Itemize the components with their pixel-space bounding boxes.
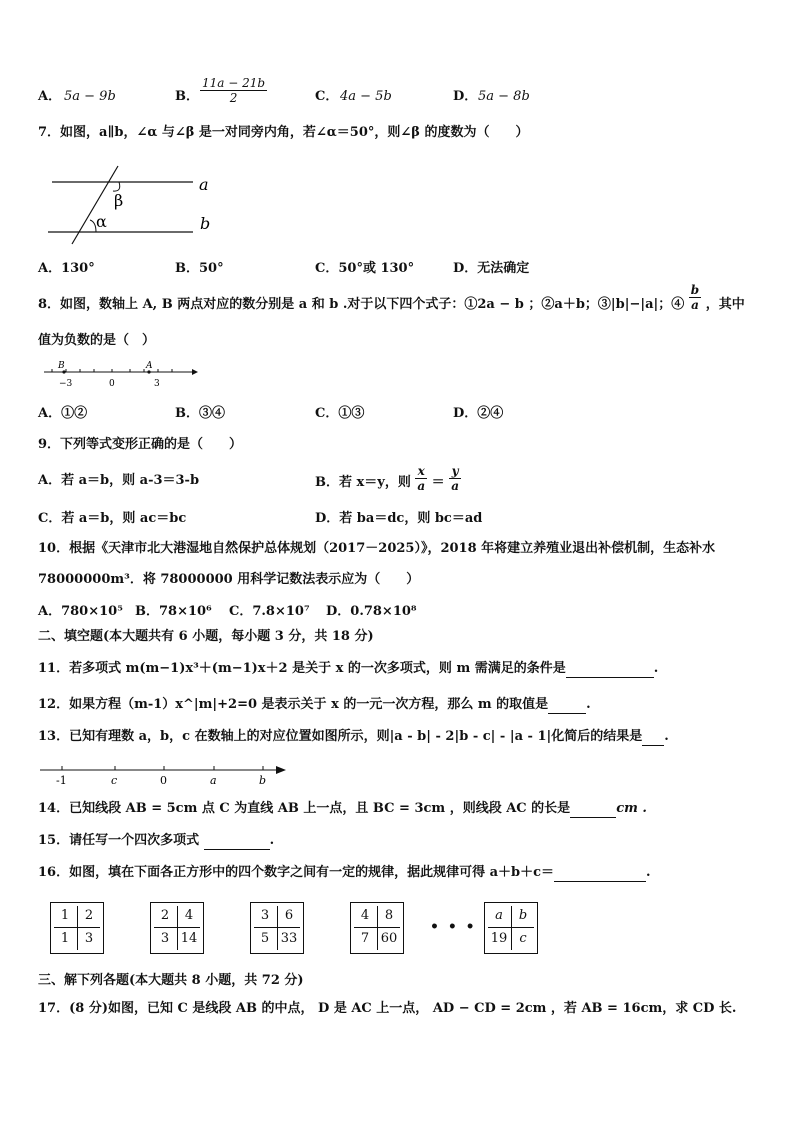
q16-square-4	[350, 902, 404, 954]
q16-square-4-cell-4: 60	[380, 931, 398, 946]
q12-question: 12．如果方程（m-1）x^|m|+2=0 是表示关于 x 的一元一次方程，那么 m 的取值是 .	[38, 697, 591, 712]
q16-square-5-cell-1: a	[495, 908, 503, 923]
q13-tick-minus1: -1	[56, 774, 67, 787]
q7-option-d: D．无法确定	[453, 261, 530, 276]
q16-square-2-cell-4: 14	[180, 931, 198, 946]
q9-option-b: B．若 x＝y，则 $\frac{x}{a}$ ＝ $\frac{y}{a}$	[315, 464, 459, 493]
q7-option-b: B．50°	[175, 261, 224, 276]
q16-square-1-cell-4: 3	[84, 931, 94, 946]
q6-option-b: $\frac{11a - 21b}{2}$	[202, 76, 266, 105]
q16-square-5-cell-3: 19	[490, 931, 508, 946]
q14-question: 14．已知线段 AB = 5cm 点 C 为直线 AB 上一点，且 BC = 3cm ，则线段 AC 的长是 cm .	[38, 801, 647, 816]
q16-square-5-cell-2: b	[518, 908, 528, 923]
q8-tick-3: 3	[154, 379, 160, 389]
q6-option-c: 4a − 5b	[340, 89, 392, 104]
q16-square-4-cell-2: 8	[384, 908, 394, 923]
q16-square-1	[50, 902, 104, 954]
q10-question-line1: 10．根据《天津市北大港湿地自然保护总体规划（2017－2025）》，2018 年将建立养殖业退出补偿机制，生态补水	[38, 541, 716, 556]
q7-line-b-label: b	[200, 214, 211, 233]
q11-question: 11．若多项式 m(m−1)x³＋(m−1)x＋2 是关于 x 的一次多项式，则 m 需满足的条件是 .	[38, 661, 659, 676]
q8-tick-minus3: −3	[59, 379, 73, 389]
q6-option-a: 5a − 9b	[64, 89, 116, 104]
q8-option-a: A．①②	[38, 406, 88, 421]
q16-ellipsis: • • •	[430, 919, 477, 935]
q16-square-2-cell-2: 4	[184, 908, 194, 923]
q7-question: 7．如图，a∥b，∠α 与∠β 是一对同旁内角，若∠α＝50°，则∠β 的度数为（ ）	[38, 125, 529, 140]
q16-answer-blank[interactable]	[554, 867, 646, 882]
q13-number-line	[38, 760, 290, 790]
q8-question-line2: 值为负数的是（ ）	[38, 333, 156, 348]
q9-option-a: A．若 a＝b，则 a-3＝3-b	[38, 473, 200, 488]
section-3-heading: 三、解下列各题(本大题共 8 小题，共 72 分)	[38, 973, 304, 988]
q15-answer-blank[interactable]	[204, 835, 270, 850]
q10-option-a: A．780×10⁵	[38, 604, 123, 619]
q16-question: 16．如图，填在下面各正方形中的四个数字之间有一定的规律，据此规律可得 a＋b＋c＝ .	[38, 865, 651, 880]
q13-question: 13．已知有理数 a，b，c 在数轴上的对应位置如图所示，则|a - b| - 2|b - c| - |a - 1|化简后的结果是 .	[38, 729, 669, 744]
section-2-heading: 二、填空题(本大题共有 6 小题，每小题 3 分，共 18 分)	[38, 629, 374, 644]
q8-question-line1: 8．如图，数轴上 A, B 两点对应的数分别是 a 和 b .对于以下四个式子：①2a − b ；②a＋b；③|b|−|a|；④ $\frac{b}{a}$ ，其中	[38, 283, 745, 312]
q16-square-4-cell-3: 7	[360, 931, 370, 946]
q8-option-b: B．③④	[175, 406, 225, 421]
q6-option-c-label: C．	[315, 89, 339, 104]
q17-question: 17．(8 分)如图，已知 C 是线段 AB 的中点， D 是 AC 上一点， AD − CD = 2cm ，若 AB = 16cm，求 CD 长.	[38, 1001, 737, 1016]
q10-option-c: C．7.8×10⁷	[229, 604, 310, 619]
q10-option-d: D．0.78×10⁸	[326, 604, 417, 619]
q13-point-b: b	[259, 774, 267, 787]
q13-point-a: a	[210, 774, 217, 787]
q16-square-2	[150, 902, 204, 954]
q16-square-3-cell-2: 6	[284, 908, 294, 923]
q16-square-3-cell-3: 5	[260, 931, 270, 946]
q9-option-c: C．若 a＝b，则 ac＝bc	[38, 511, 187, 526]
q16-square-1-cell-1: 1	[60, 908, 70, 923]
q7-line-a-label: a	[199, 175, 209, 194]
q8-option-c: C．①③	[315, 406, 365, 421]
q12-answer-blank[interactable]	[548, 699, 586, 714]
q16-square-3	[250, 902, 304, 954]
q6-option-b-label: B．	[175, 89, 199, 104]
q6-option-d: 5a − 8b	[478, 89, 530, 104]
q16-square-5-cell-4: c	[519, 931, 527, 946]
q13-point-c: c	[111, 774, 118, 787]
q10-question-line2: 78000000m³．将 78000000 用科学记数法表示应为（ ）	[38, 572, 420, 587]
q16-square-1-cell-3: 1	[60, 931, 70, 946]
q8-point-a: A	[146, 361, 153, 371]
q8-option-d: D．②④	[453, 406, 504, 421]
q7-option-c: C．50°或 130°	[315, 261, 415, 276]
q9-question: 9．下列等式变形正确的是（ ）	[38, 437, 243, 452]
q7-option-a: A．130°	[38, 261, 95, 276]
q15-question: 15．请任写一个四次多项式 .	[38, 833, 275, 848]
q6-option-a-label: A．	[38, 89, 62, 104]
q14-answer-blank[interactable]	[570, 803, 616, 818]
q16-square-5	[484, 902, 538, 954]
q7-alpha-label: α	[96, 212, 107, 231]
q13-answer-blank[interactable]	[642, 731, 664, 746]
q13-tick-0: 0	[160, 774, 167, 787]
q16-square-2-cell-3: 3	[160, 931, 170, 946]
q10-option-b: B．78×10⁶	[135, 604, 212, 619]
q7-beta-label: β	[114, 191, 124, 210]
q8-point-b: B	[58, 361, 65, 371]
q16-square-3-cell-1: 3	[260, 908, 270, 923]
q8-tick-0: 0	[109, 379, 115, 389]
q11-answer-blank[interactable]	[566, 663, 654, 678]
q9-option-d: D．若 ba＝dc，则 bc＝ad	[315, 511, 483, 526]
q16-square-3-cell-4: 33	[280, 931, 298, 946]
q16-square-2-cell-1: 2	[160, 908, 170, 923]
q16-square-1-cell-2: 2	[84, 908, 94, 923]
q16-square-4-cell-1: 4	[360, 908, 370, 923]
q6-option-d-label: D．	[453, 89, 478, 104]
q8-number-line	[42, 358, 202, 390]
q7-parallel-lines-figure	[40, 160, 230, 250]
